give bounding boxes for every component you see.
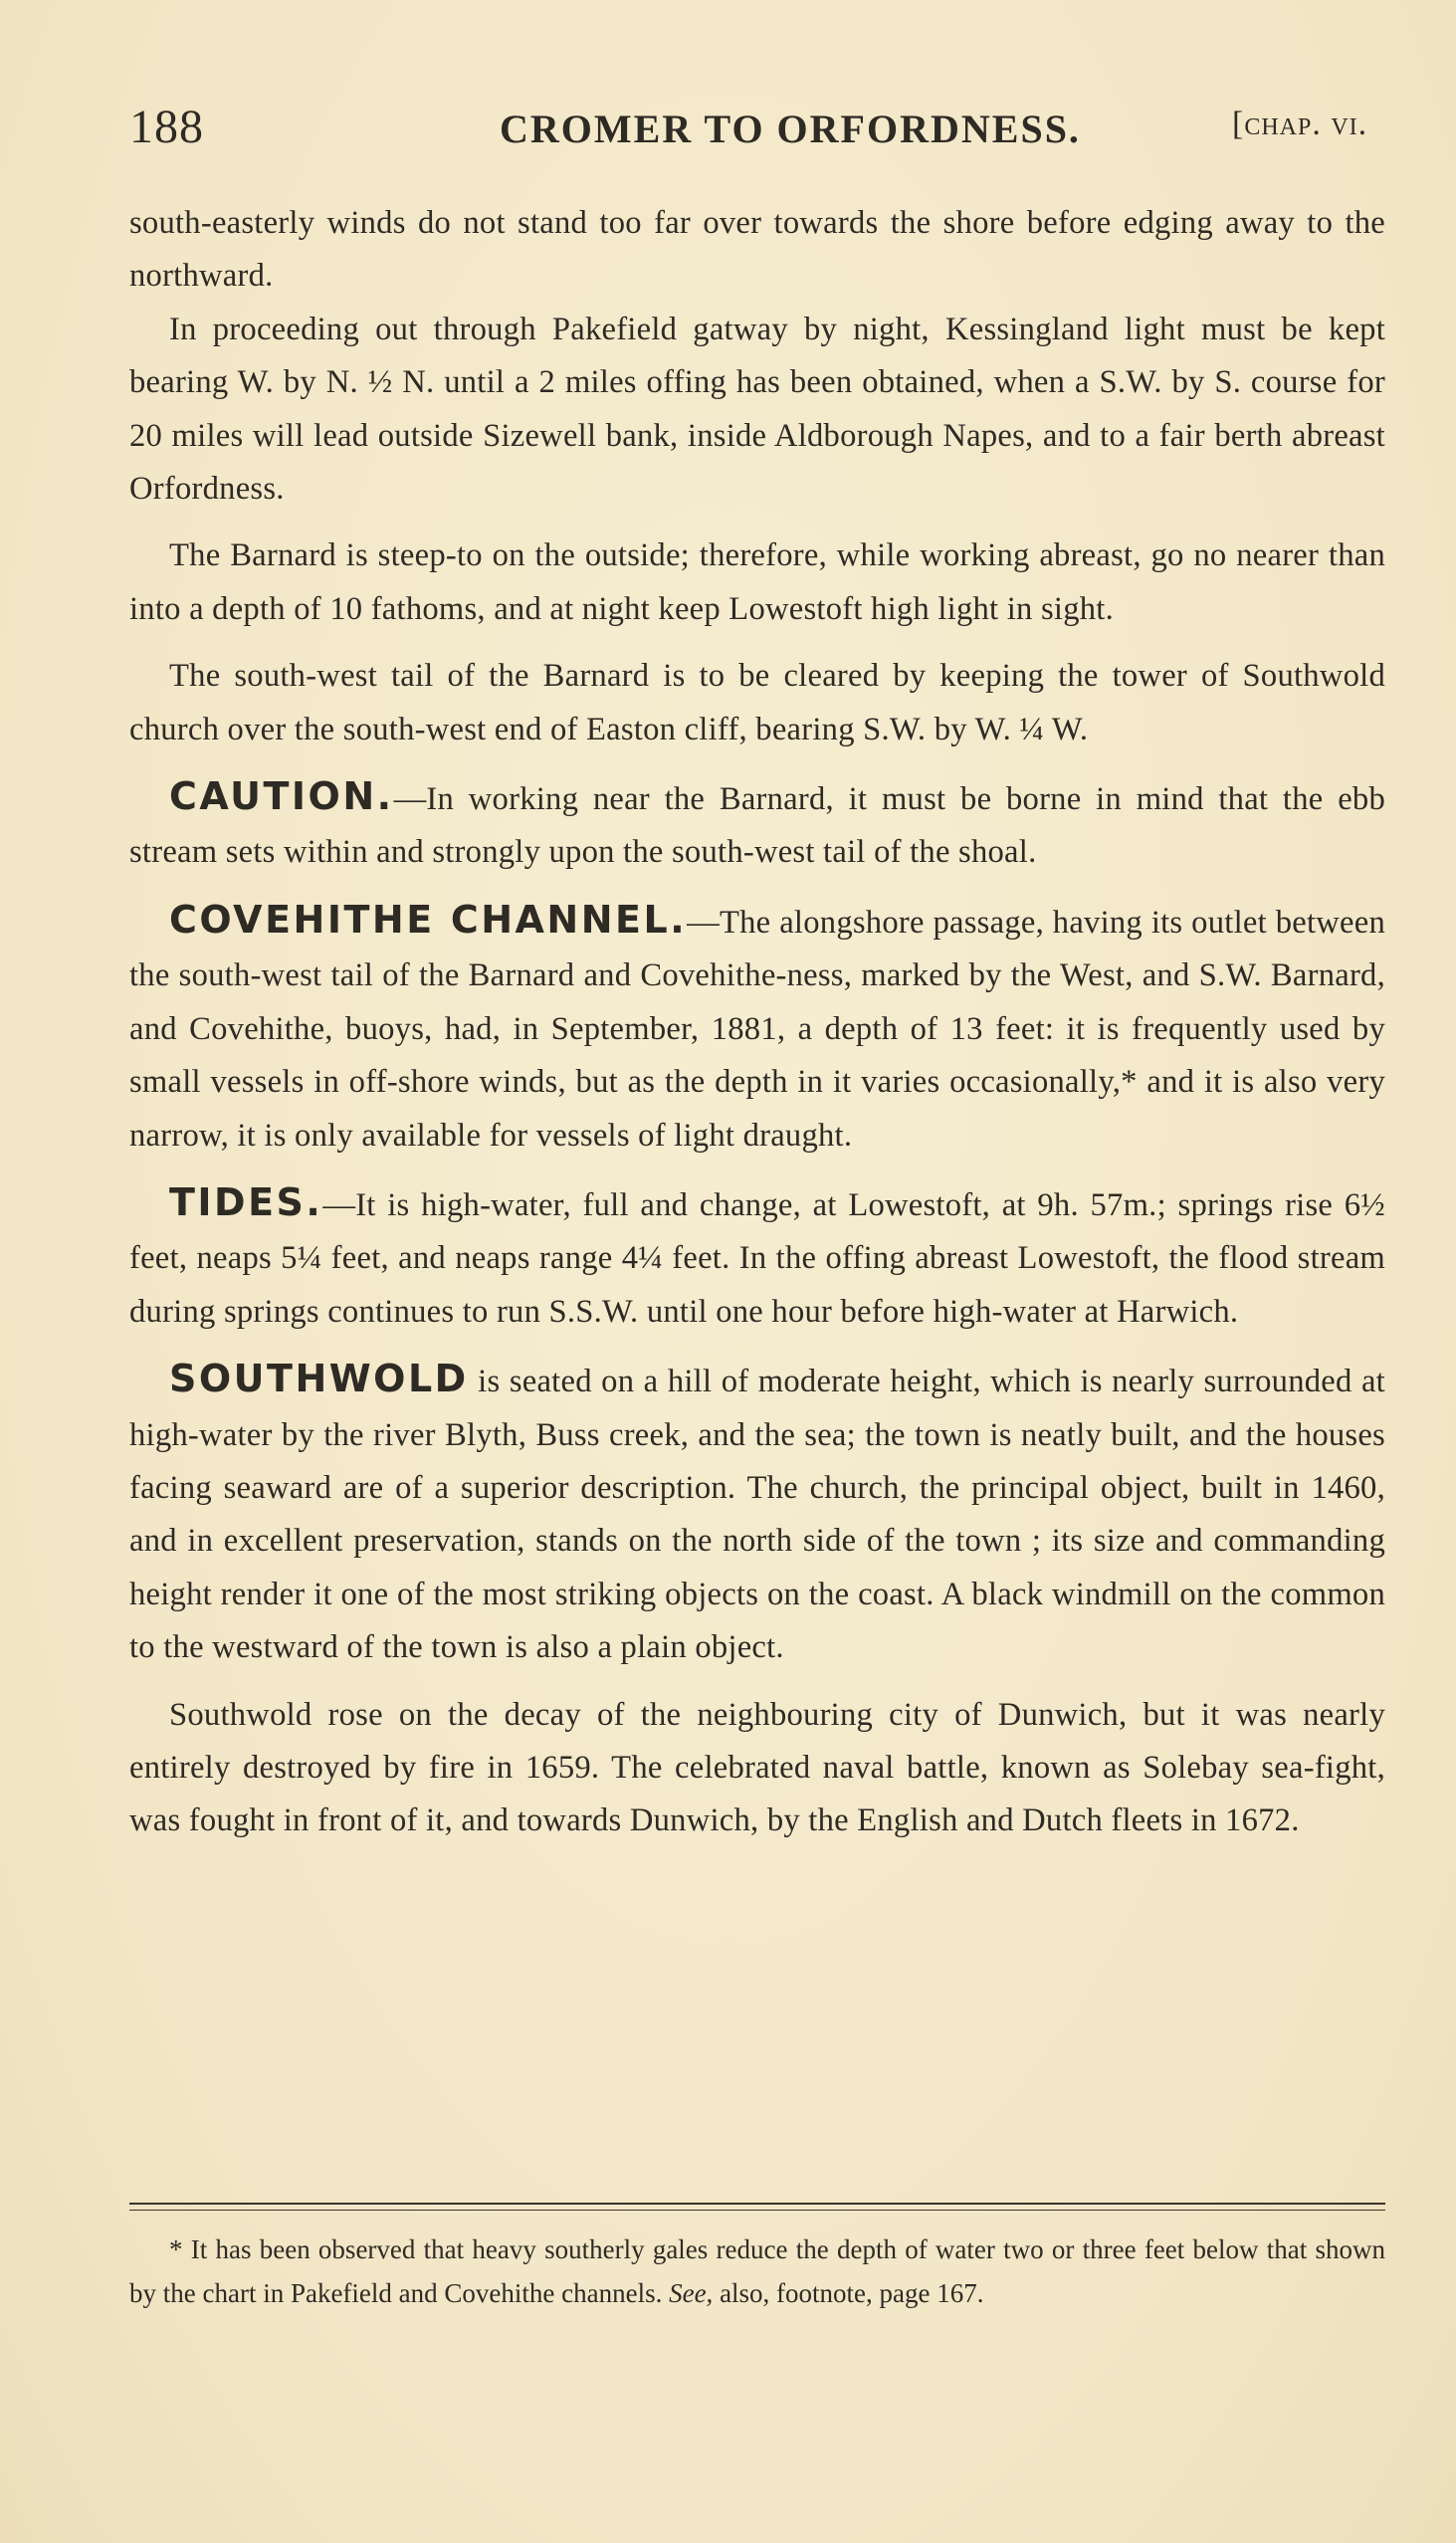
paragraph-barnard: The Barnard is steep-to on the outside; therefore, while working abreast, go no nearer than into a depth of 10 fathoms, and at night keep Lowestoft high light in sight.	[129, 537, 1385, 627]
covehithe-text: —The alongshore passage, having its outlet between the south-west tail of the Barnard and Covehithe-ness, marked by the West, and S.W. Barnard, and Covehithe, buoys, had, in September, 1881, a depth of 13 feet: it is frequently used by small vessels in off-shore winds, but as the depth in it varies occasionally,* and it is also very narrow, it is only available for vessels of light draught.	[129, 904, 1386, 1154]
paragraph-continuation: south-easterly winds do not stand too far over towards the shore before edging away to the northward.	[129, 205, 1385, 295]
footnote-rule	[129, 2203, 1385, 2205]
paragraph-barnard-tail: The south-west tail of the Barnard is to be cleared by keeping the tower of Southwold church over the south-west end of Easton cliff, bearing S.W. by W. ¼ W.	[129, 658, 1385, 747]
chapter-reference: [chap. vi.	[1232, 106, 1368, 142]
southwold-text: is seated on a hill of moderate height, which is nearly surrounded at high-water by the river Blyth, Buss creek, and the sea; the town is neatly built, and the houses facing seaward are of a superior description. The church, the principal object, built in 1460, and in excellent preservation, stands on the north side of the town ; its size and commanding height render it one of the most striking objects on the coast. A black windmill on the common to the westward of the town is also a plain object.	[129, 1364, 1385, 1666]
footnote-text: * It has been observed that heavy southerly gales reduce the depth of water two or three feet below that shown by the chart in Pakefield and Covehithe channels.	[129, 2234, 1385, 2308]
page-number: 188	[129, 101, 204, 153]
running-head	[129, 100, 1423, 159]
footnote-paragraph	[129, 2227, 1385, 2315]
tides-text: —It is high-water, full and change, at Lowestoft, at 9h. 57m.; springs rise 6½ feet, neaps 5¼ feet, and neaps range 4¼ feet. In the offing abreast Lowestoft, the flood stream during springs continues to run S.S.W. until one hour before high-water at Harwich.	[129, 1186, 1385, 1330]
southwold-heading: SOUTHWOLD	[169, 1357, 469, 1401]
caution-text: —In working near the Barnard, it must be borne in mind that the ebb stream sets within and strongly upon the south-west tail of the shoal.	[129, 781, 1385, 871]
covehithe-heading: COVEHITHE CHANNEL.	[169, 897, 688, 942]
body-text	[129, 197, 1385, 1848]
tides-heading: TIDES.	[169, 1179, 323, 1224]
caution-heading: CAUTION.	[169, 774, 394, 819]
footnote-rule-thin	[129, 2210, 1385, 2211]
paragraph-pakefield-gatway: In proceeding out through Pakefield gatway by night, Kessingland light must be kept bearing W. by N. ½ N. until a 2 miles offing has been obtained, when a S.W. by S. course for 20 miles will lead outside Sizewell bank, inside Aldborough Napes, and to a fair berth abreast Orfordness.	[129, 311, 1385, 508]
footnote-see: See,	[669, 2278, 714, 2308]
paragraph-southwold	[129, 1353, 1385, 1674]
footnote	[129, 2227, 1385, 2315]
paragraph-tides	[129, 1176, 1385, 1339]
footnote-text-end: also, footnote, page 167.	[713, 2278, 984, 2308]
running-title: CROMER TO ORFORDNESS.	[500, 106, 1081, 151]
paragraph-southwold-history: Southwold rose on the decay of the neighbouring city of Dunwich, but it was nearly entirely destroyed by fire in 1659. The celebrated naval battle, known as Solebay sea-fight, was fought in front of it, and towards Dunwich, by the English and Dutch fleets in 1672.	[129, 1696, 1385, 1839]
paragraph-covehithe-channel	[129, 894, 1385, 1163]
paragraph-caution	[129, 770, 1385, 880]
